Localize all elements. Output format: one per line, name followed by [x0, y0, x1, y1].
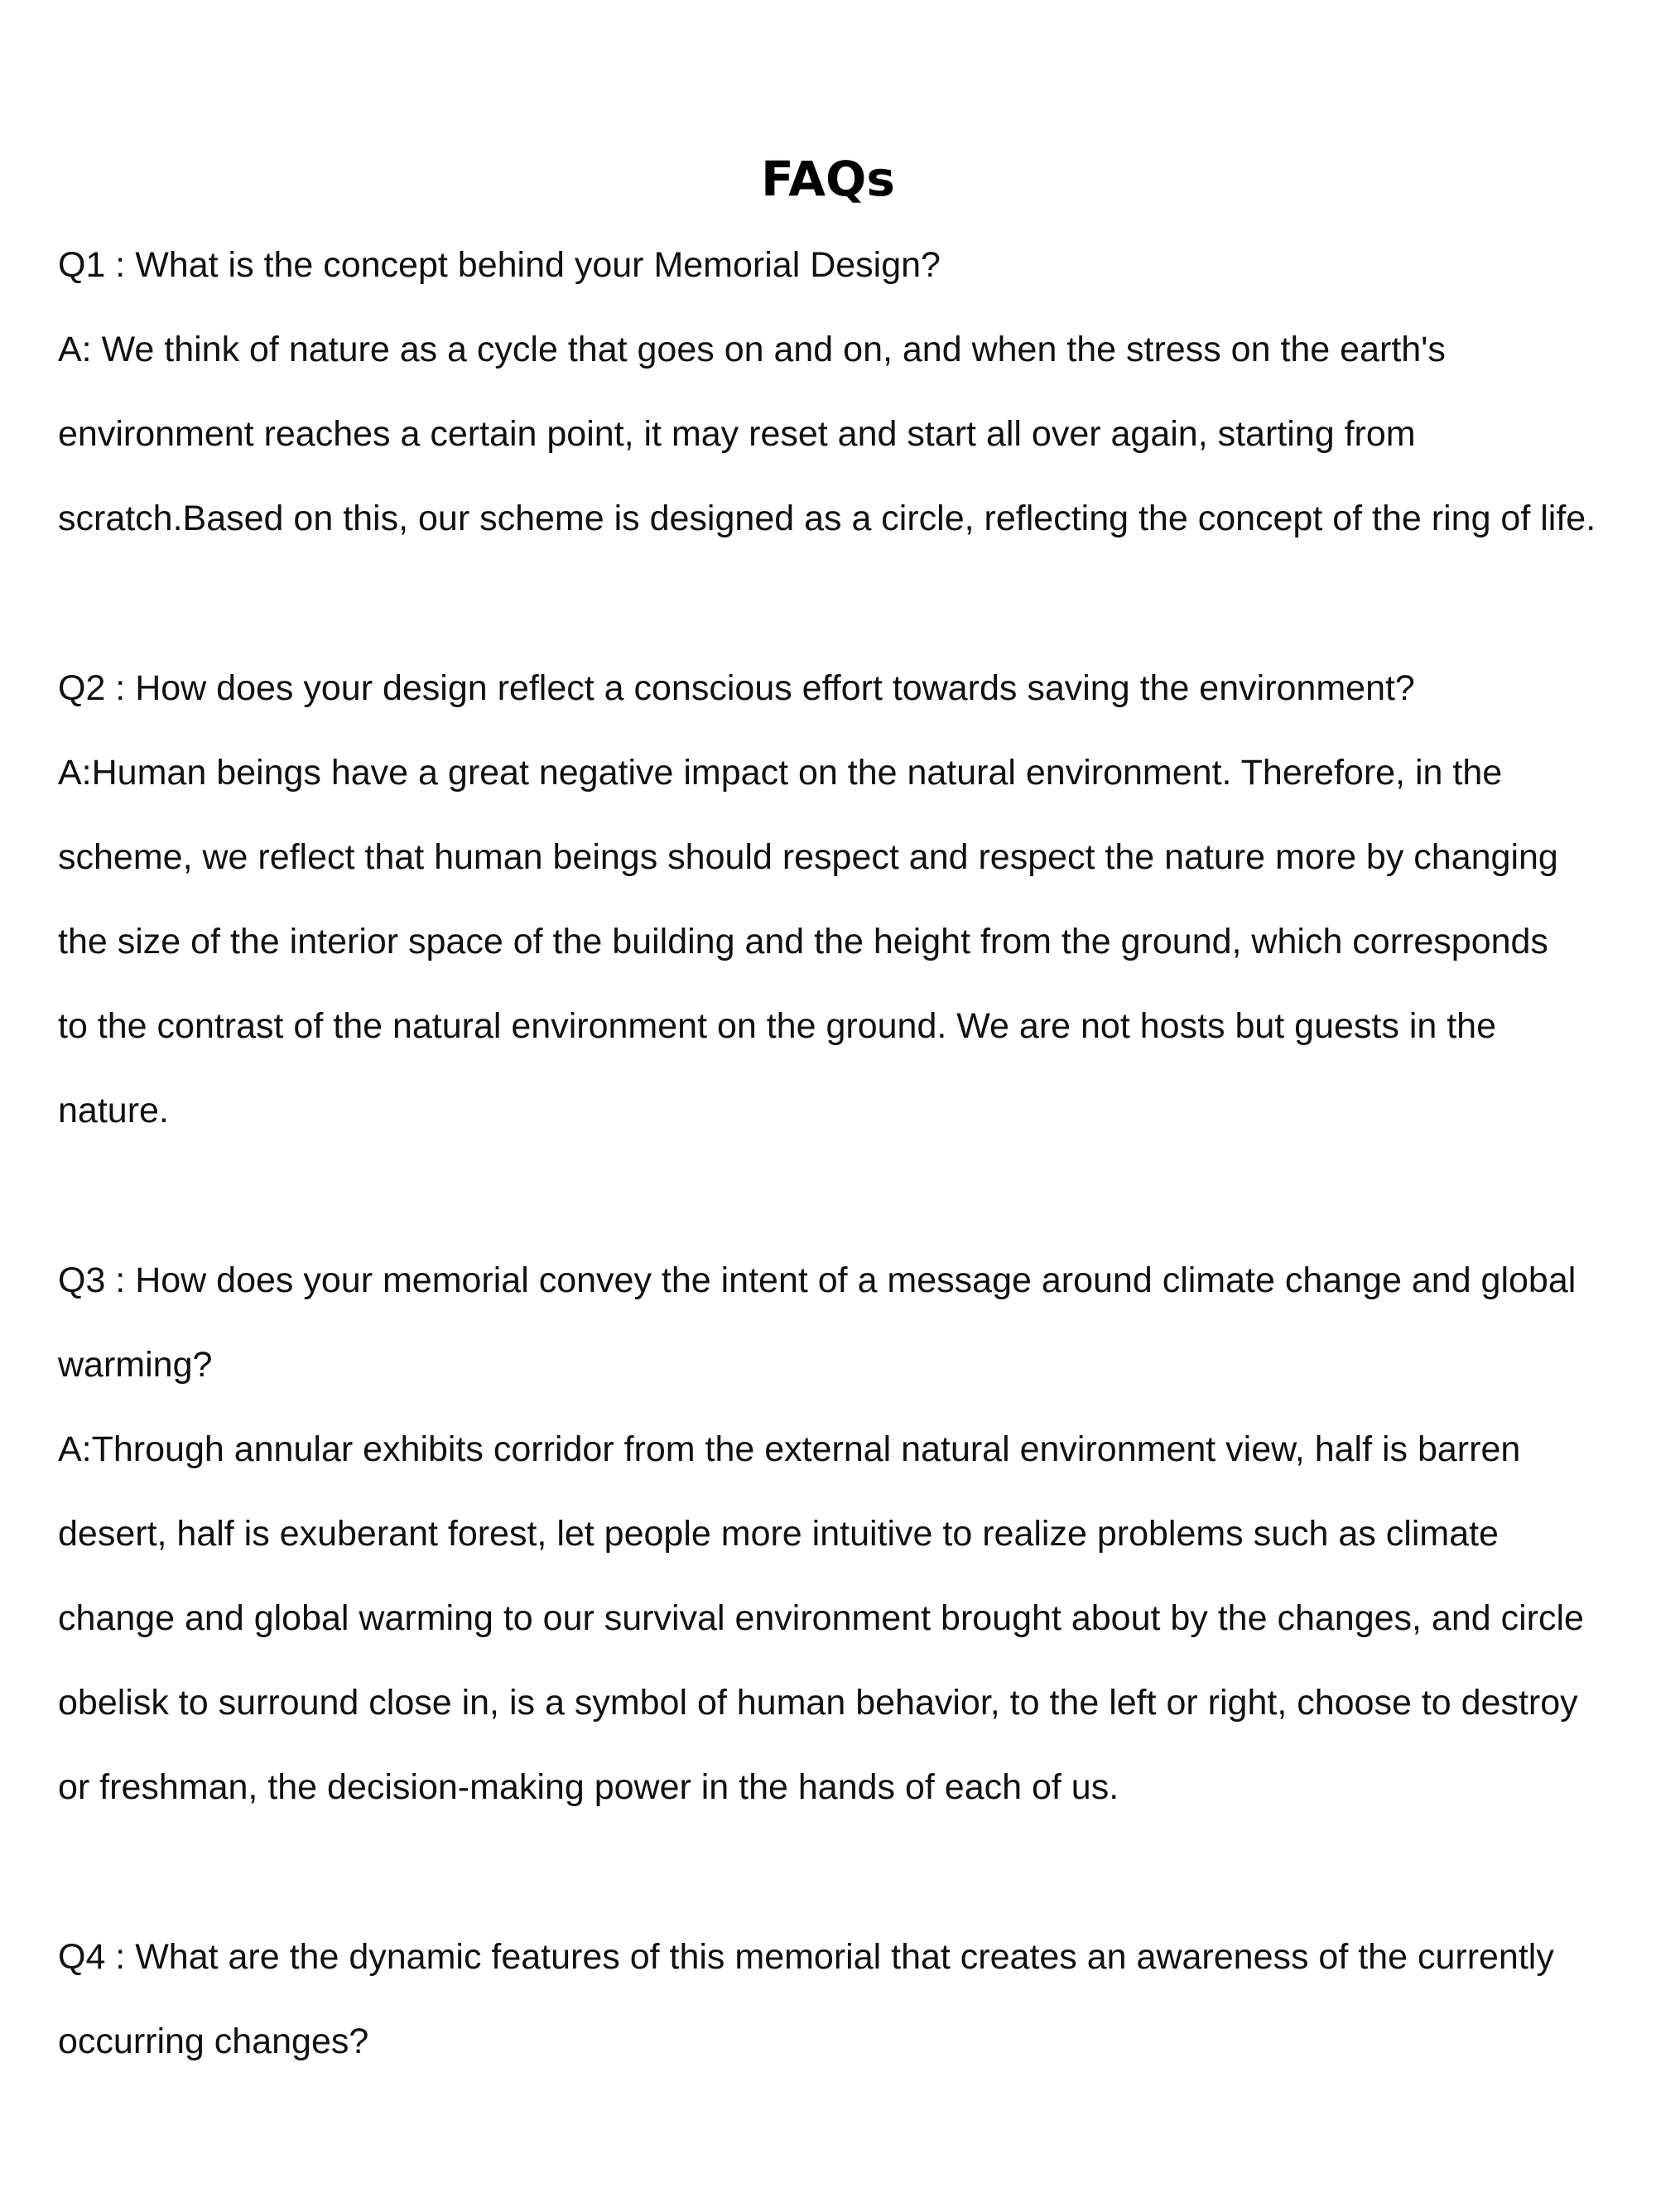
faq-4-question: occurring changes? — [58, 2022, 369, 2061]
faq-2-answer-line: the size of the interior space of the building and the height from the ground, which corresponds — [58, 922, 1548, 961]
faq-2-question: Q2 : How does your design reflect a conscious effort towards saving the environment? — [58, 668, 1415, 708]
faq-3-answer-line: A:Through annular exhibits corridor from the external natural environment view, half is barren — [58, 1429, 1521, 1469]
faq-3-answer-line: obelisk to surround close in, is a symbol of human behavior, to the left or right, choose to destroy — [58, 1683, 1578, 1723]
page-title: FAQs — [761, 151, 895, 207]
faq-3-question: Q3 : How does your memorial convey the intent of a message around climate change and global — [58, 1260, 1577, 1300]
faq-3-answer-line: change and global warming to our survival environment brought about by the changes, and circle — [58, 1598, 1584, 1638]
faq-3-question: warming? — [58, 1345, 213, 1385]
faq-2-answer-line: scheme, we reflect that human beings should respect and respect the nature more by changing — [58, 837, 1558, 877]
faq-1-answer-line: environment reaches a certain point, it may reset and start all over again, starting from — [58, 414, 1416, 454]
faq-1-question: Q1 : What is the concept behind your Memorial Design? — [58, 245, 941, 285]
faq-4-question: Q4 : What are the dynamic features of this memorial that creates an awareness of the currently — [58, 1937, 1554, 1977]
faq-2-answer-line: to the contrast of the natural environment on the ground. We are not hosts but guests in the — [58, 1006, 1497, 1046]
faq-1-answer-line: A: We think of nature as a cycle that goes on and on, and when the stress on the earth's — [58, 330, 1446, 369]
faq-1-answer-line: scratch.Based on this, our scheme is designed as a circle, reflecting the concept of the ring of life. — [58, 499, 1596, 538]
faq-2-answer-line: A:Human beings have a great negative impact on the natural environment. Therefore, in the — [58, 753, 1503, 793]
faq-3-answer-line: desert, half is exuberant forest, let people more intuitive to realize problems such as climate — [58, 1514, 1499, 1554]
faq-3-answer-line: or freshman, the decision-making power in the hands of each of us. — [58, 1767, 1119, 1807]
faq-2-answer-line: nature. — [58, 1091, 169, 1130]
